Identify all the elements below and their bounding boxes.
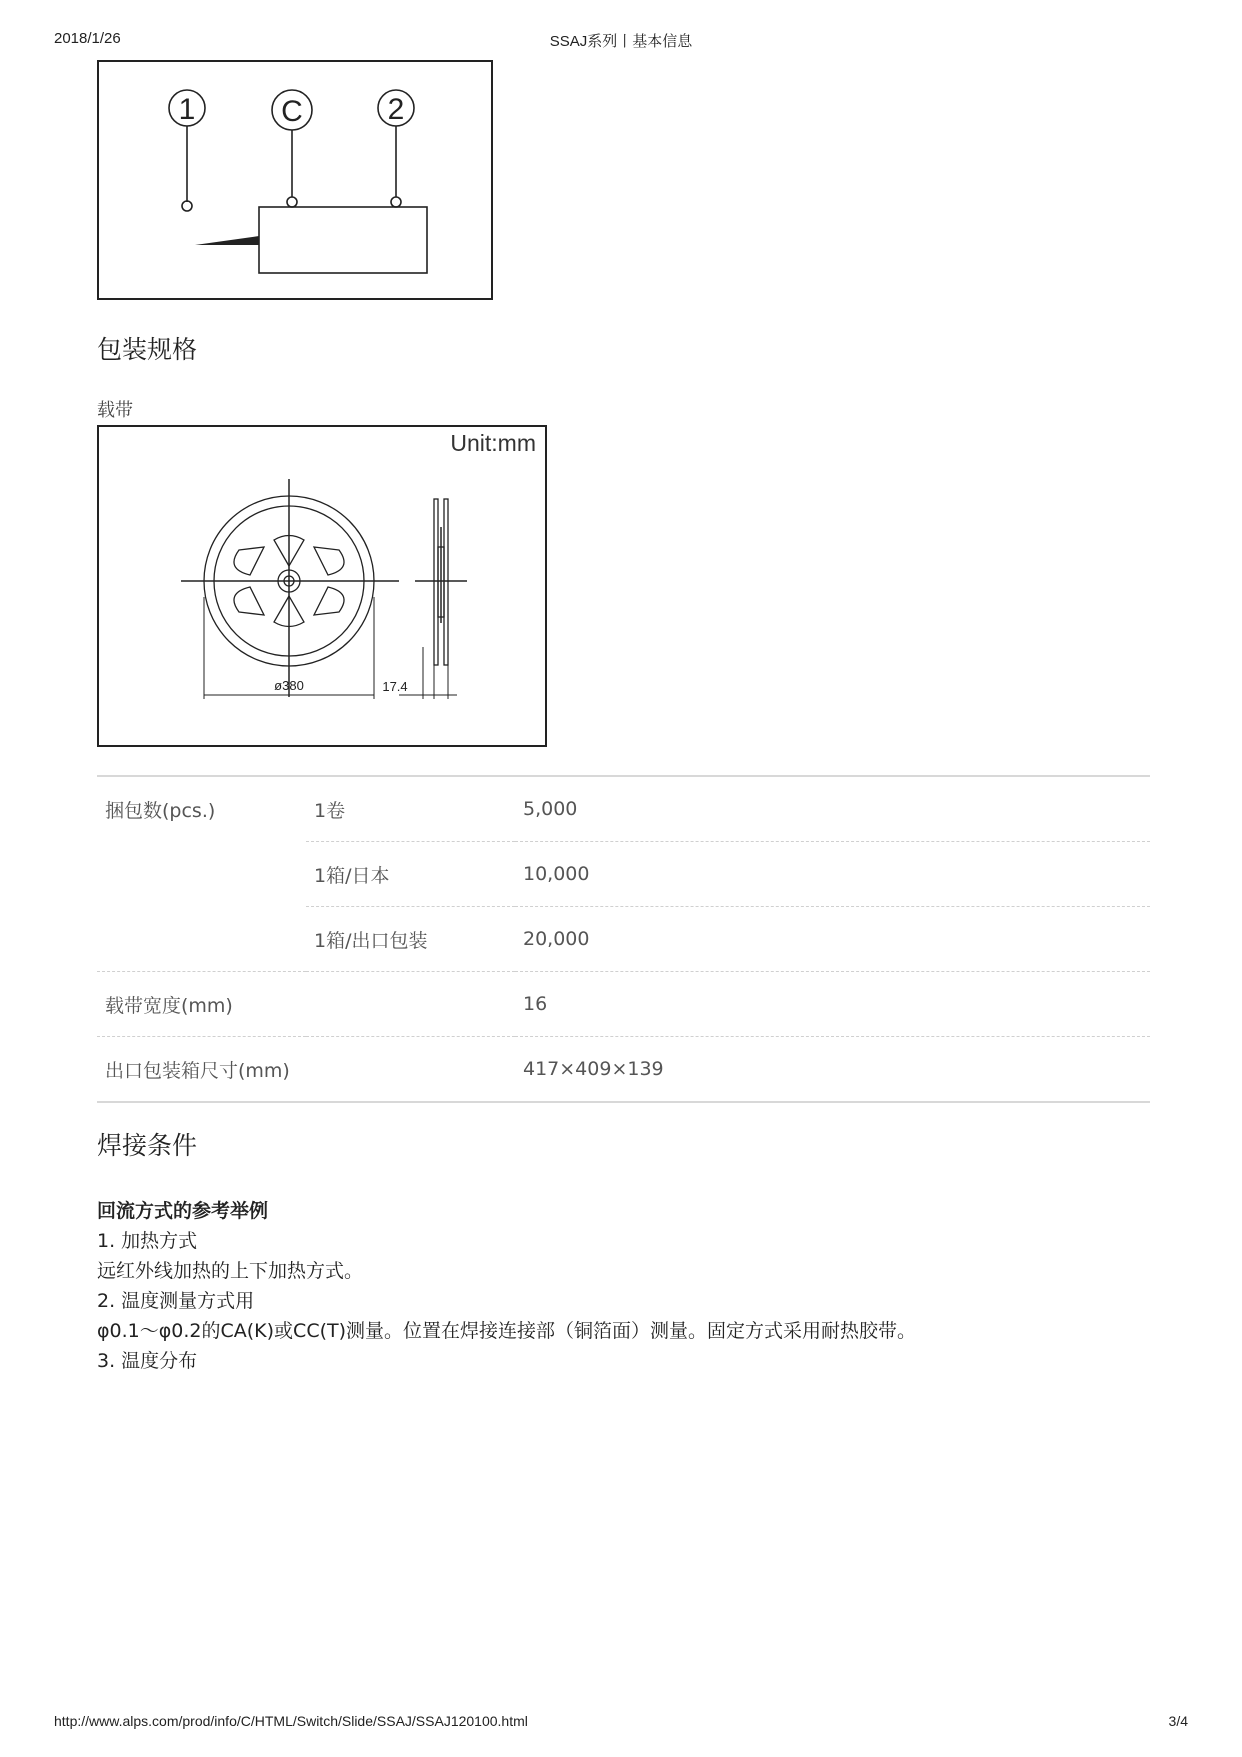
page-number: 3/4 xyxy=(1168,1713,1188,1729)
table-row xyxy=(97,842,1150,907)
row-value: 16 xyxy=(515,972,1150,1037)
row-value: 5,000 xyxy=(515,776,1150,842)
unit-label: Unit:mm xyxy=(450,430,536,456)
carrier-tape-label: 载带 xyxy=(97,400,133,421)
terminal-1-label: 1 xyxy=(178,93,196,126)
table-row xyxy=(97,1037,1150,1103)
soldering-line: 3. 温度分布 xyxy=(97,1350,198,1372)
terminal-c-label: C xyxy=(281,95,303,128)
row-sub: 1箱/日本 xyxy=(306,842,515,907)
soldering-heading: 焊接条件 xyxy=(97,1131,198,1160)
row-value: 417×409×139 xyxy=(515,1037,1150,1103)
print-title: SSAJ系列丨基本信息 xyxy=(549,33,693,50)
row-label: 载带宽度(mm) xyxy=(97,972,515,1037)
row-label: 捆包数(pcs.) xyxy=(97,776,306,842)
row-value: 10,000 xyxy=(515,842,1150,907)
diameter-dim: ø380 xyxy=(274,678,304,693)
table-row xyxy=(97,776,1150,842)
table-row xyxy=(97,972,1150,1037)
row-label xyxy=(97,842,306,907)
packaging-table xyxy=(97,775,1150,1103)
row-label xyxy=(97,907,306,972)
width-dim: 17.4 xyxy=(382,679,408,694)
print-date: 2018/1/26 xyxy=(54,30,121,47)
soldering-line: 1. 加热方式 xyxy=(97,1230,198,1252)
row-sub: 1卷 xyxy=(306,776,515,842)
table-row xyxy=(97,907,1150,972)
soldering-line: φ0.1～φ0.2的CA(K)或CC(T)测量。位置在焊接连接部（铜箔面）测量。固定方式采用耐热胶带。 xyxy=(97,1320,917,1342)
soldering-section xyxy=(97,1196,916,1376)
packaging-heading: 包装规格 xyxy=(97,335,198,364)
soldering-subheading: 回流方式的参考举例 xyxy=(97,1200,269,1222)
soldering-line: 2. 温度测量方式用 xyxy=(97,1290,255,1312)
row-value: 20,000 xyxy=(515,907,1150,972)
footer-url: http://www.alps.com/prod/info/C/HTML/Switch/Slide/SSAJ/SSAJ120100.html xyxy=(54,1713,528,1729)
row-label: 出口包装箱尺寸(mm) xyxy=(97,1037,515,1103)
soldering-line: 远红外线加热的上下加热方式。 xyxy=(97,1260,364,1282)
reel-drawing xyxy=(97,425,547,747)
circuit-diagram xyxy=(97,60,493,300)
row-sub: 1箱/出口包装 xyxy=(306,907,515,972)
terminal-2-label: 2 xyxy=(387,93,405,126)
